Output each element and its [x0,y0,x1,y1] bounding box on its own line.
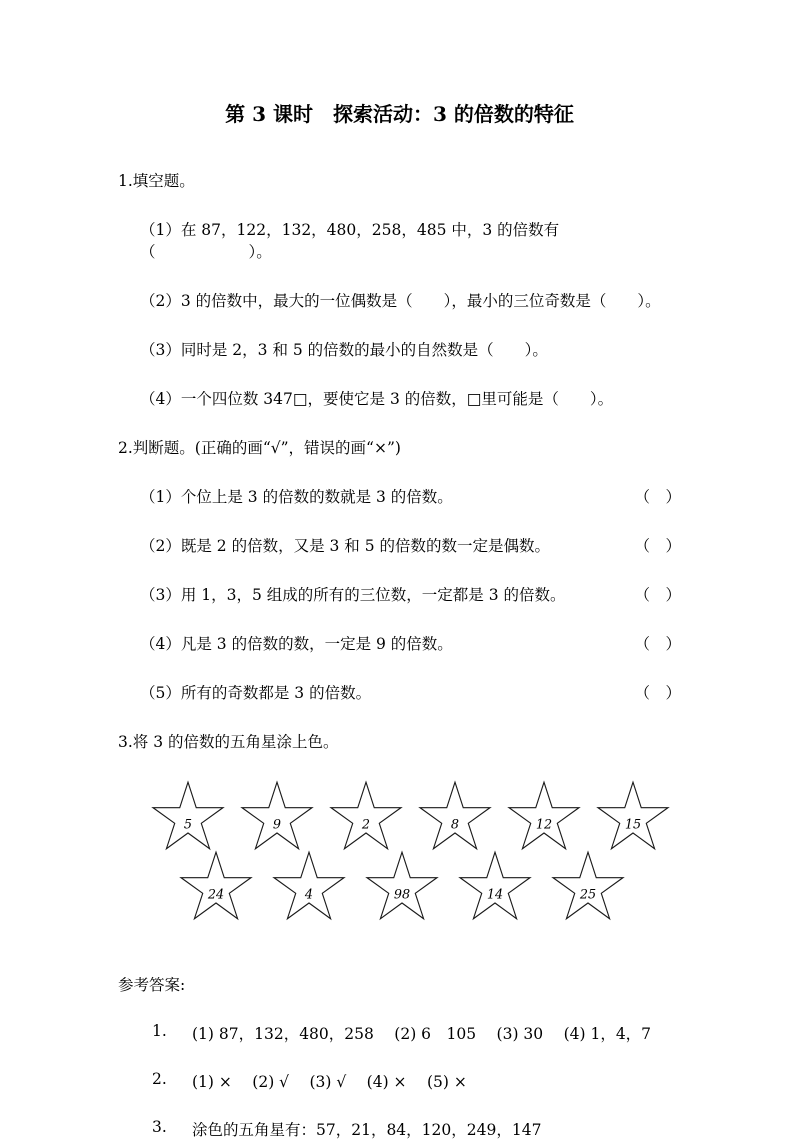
page-title: 第 3 课时 探索活动：3 的倍数的特征 [225,102,574,126]
star-icon [237,779,317,855]
star-outline [242,782,312,849]
section1-heading: 1.填空题。 [118,172,195,190]
star-outline [460,852,530,919]
answer-slot: （ ） [634,586,681,604]
star-number: 98 [393,887,411,903]
answers-section [118,973,681,1140]
judge-item-text: （3）用 1，3，5 组成的所有的三位数，一定都是 3 的倍数。 [140,586,566,604]
star-icon [176,849,256,925]
judge-item-text: （2）既是 2 的倍数，又是 3 和 5 的倍数的数一定是偶数。 [140,537,551,555]
judge-item-3 [140,583,681,605]
judge-item-text: （5）所有的奇数都是 3 的倍数。 [140,684,372,702]
star-number: 8 [450,817,460,833]
answer-line-number: 3. [152,1118,167,1136]
star-number: 25 [579,887,597,903]
section-true-false [118,436,681,703]
star-number: 4 [304,887,314,903]
judge-item-2 [140,534,681,556]
star-icon [362,849,442,925]
star-icon [504,779,584,855]
star-outline [274,852,344,919]
star-number: 9 [272,817,282,833]
star-number: 2 [361,817,371,833]
star-icon [269,849,349,925]
answer-line-2 [152,1070,681,1092]
judge-item-text: （1）个位上是 3 的倍数的数就是 3 的倍数。 [140,488,453,506]
star-number: 12 [535,817,553,833]
judge-item-5 [140,681,681,703]
section-stars [118,730,681,925]
star-icon [415,779,495,855]
star-number: 24 [207,887,225,903]
section3-heading: 3.将 3 的倍数的五角星涂上色。 [118,733,339,751]
stars-row-2 [176,849,681,925]
stars-row-1 [148,779,681,855]
star-outline [181,852,251,919]
star-icon [548,849,628,925]
section2-heading: 2.判断题。(正确的画“√”，错误的画“×”) [118,439,401,457]
star-outline [509,782,579,849]
star-outline [553,852,623,919]
answer-slot: （ ） [634,635,681,653]
star-number: 15 [624,817,642,833]
fill-item-2: （2）3 的倍数中，最大的一位偶数是（ ），最小的三位奇数是（ ）。 [140,292,661,310]
star-number: 14 [486,887,504,903]
fill-item-4: （4）一个四位数 347□，要使它是 3 的倍数，□里可能是（ ）。 [140,390,614,408]
answer-line-3 [152,1118,681,1140]
answer-line-text: (1) 87，132，480，258 (2) 6 105 (3) 30 (4) 1，4，7 [192,1025,652,1043]
answer-slot: （ ） [634,684,681,702]
fill-item-3: （3）同时是 2，3 和 5 的倍数的最小的自然数是（ ）。 [140,341,548,359]
answer-line-text: (1) × (2) √ (3) √ (4) × (5) × [192,1073,467,1091]
star-outline [598,782,668,849]
star-outline [153,782,223,849]
answer-slot: （ ） [634,537,681,555]
star-icon [148,779,228,855]
star-outline [367,852,437,919]
answer-slot: （ ） [634,488,681,506]
star-icon [593,779,673,855]
answer-line-1 [152,1022,681,1044]
judge-item-text: （4）凡是 3 的倍数的数，一定是 9 的倍数。 [140,635,453,653]
answer-line-number: 2. [152,1070,167,1088]
judge-item-1 [140,485,681,507]
answers-heading: 参考答案: [118,976,186,994]
answer-line-text: 涂色的五角星有：57，21，84，120，249，147 [192,1121,542,1139]
star-icon [455,849,535,925]
fill-item-1: （1）在 87，122，132，480，258，485 中，3 的倍数有（ ）。 [140,221,560,261]
star-number: 5 [183,817,193,833]
star-outline [420,782,490,849]
section-fill-blanks [118,169,681,409]
star-icon [326,779,406,855]
star-outline [331,782,401,849]
answer-line-number: 1. [152,1022,167,1040]
judge-item-4 [140,632,681,654]
